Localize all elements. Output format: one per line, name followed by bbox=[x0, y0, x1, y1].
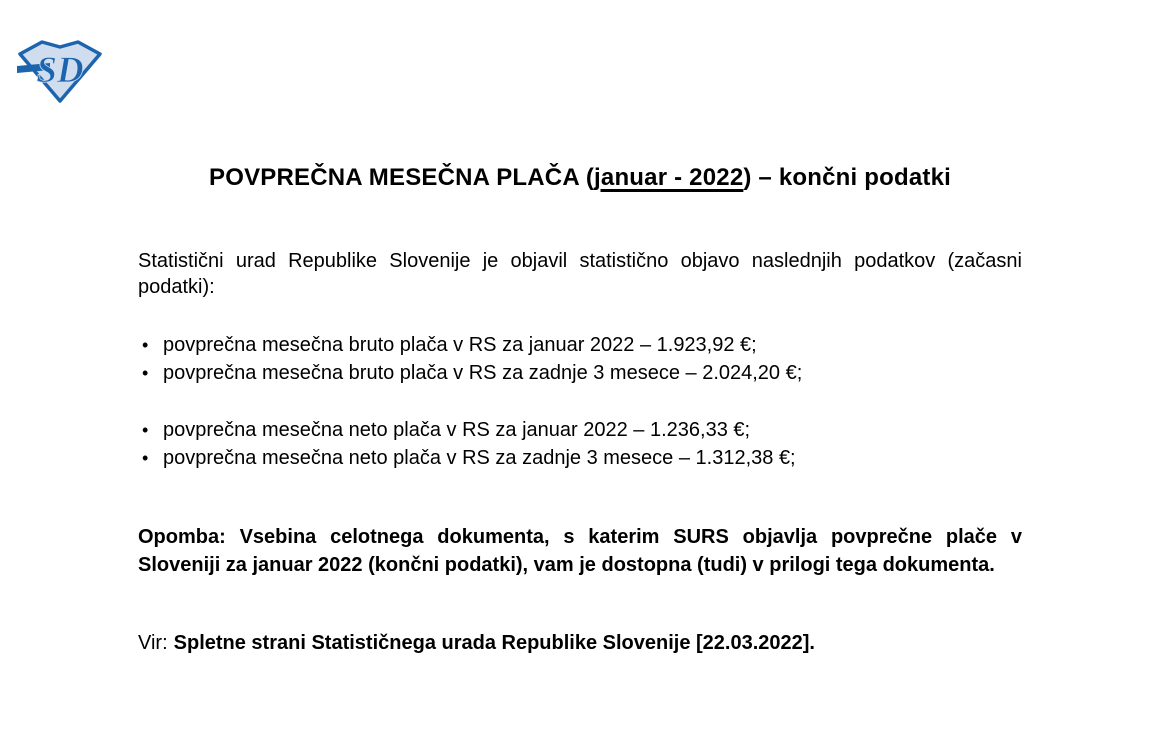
list-item bbox=[138, 331, 1022, 359]
source-label: Vir: bbox=[138, 632, 168, 654]
bullet-list-bruto bbox=[138, 331, 1022, 387]
bullet-icon: • bbox=[142, 448, 149, 468]
title-period-underlined: januar - 2022 bbox=[594, 164, 744, 191]
title-suffix: ) – končni podatki bbox=[743, 164, 951, 191]
source-line bbox=[138, 629, 1022, 657]
logo-letters: SD bbox=[36, 50, 84, 91]
note-paragraph: Opomba: Vsebina celotnega dokumenta, s katerim SURS objavlja povprečne plače v Sloveniji za januar 2022 (končni podatki), vam je dostopna (tudi) v prilogi tega dokumenta. bbox=[138, 526, 1022, 576]
intro-paragraph: Statistični urad Republike Slovenije je objavil statistično objavo naslednjih podatkov (začasni podatki): bbox=[138, 250, 1022, 298]
list-item bbox=[138, 444, 1022, 472]
sd-logo-icon bbox=[14, 37, 106, 105]
bullet-list-neto bbox=[138, 416, 1022, 472]
bullet-icon: • bbox=[142, 420, 149, 440]
bullet-text: povprečna mesečna bruto plača v RS za zadnje 3 mesece – 2.024,20 €; bbox=[163, 362, 803, 384]
bullet-text: povprečna mesečna neto plača v RS za zadnje 3 mesece – 1.312,38 €; bbox=[163, 447, 796, 469]
list-item bbox=[138, 359, 1022, 387]
bullet-icon: • bbox=[142, 335, 149, 355]
source-text: Spletne strani Statističnega urada Republike Slovenije [22.03.2022]. bbox=[173, 632, 815, 654]
bullet-icon: • bbox=[142, 363, 149, 383]
document-title bbox=[138, 162, 1022, 194]
bullet-text: povprečna mesečna neto plača v RS za januar 2022 – 1.236,33 €; bbox=[163, 419, 751, 441]
bullet-text: povprečna mesečna bruto plača v RS za januar 2022 – 1.923,92 €; bbox=[163, 334, 757, 356]
list-item bbox=[138, 416, 1022, 444]
title-prefix: POVPREČNA MESEČNA PLAČA ( bbox=[209, 164, 595, 191]
